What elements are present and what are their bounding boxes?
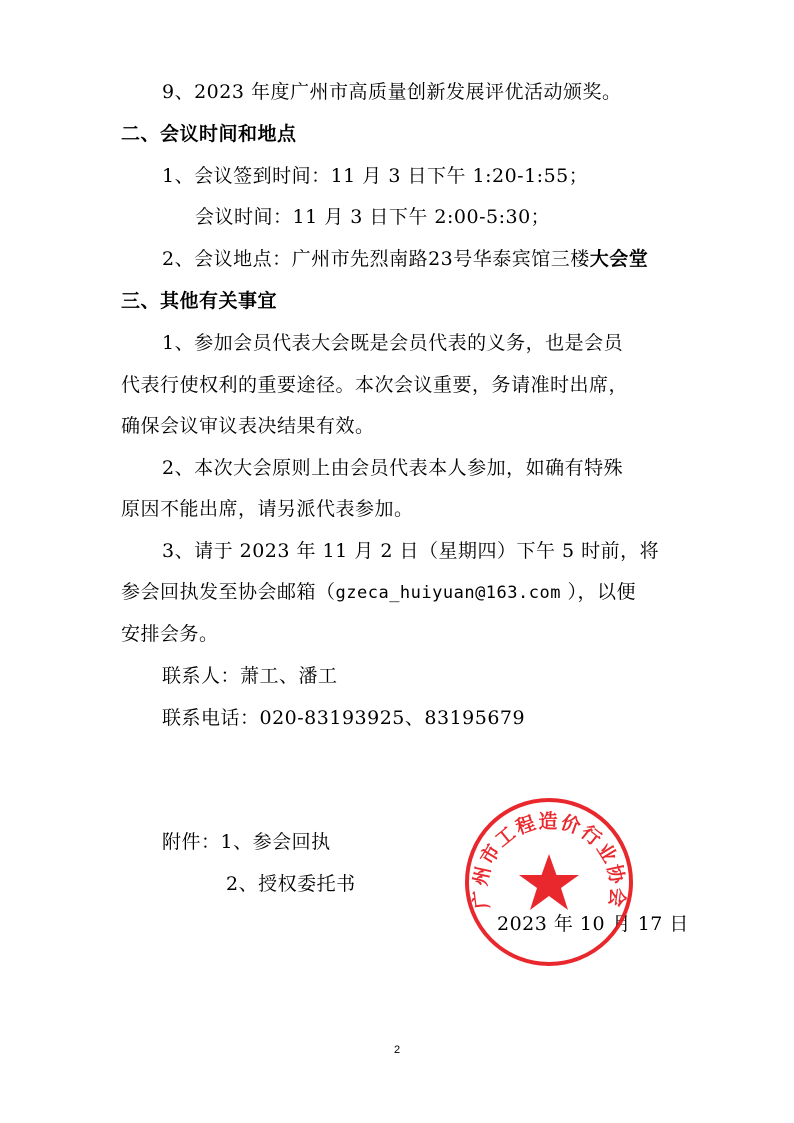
paragraph3-line2: [121, 580, 636, 605]
location-prefix: 2、会议地点：广州市先烈南路23号华泰宾馆三楼: [162, 248, 590, 270]
contact-people: 联系人：萧工、潘工: [162, 665, 338, 687]
official-seal-icon: [463, 796, 635, 968]
paragraph2-line1: 2、本次大会原则上由会员代表本人参加，如确有特殊: [162, 457, 624, 479]
email-prefix: 参会回执发至协会邮箱（: [121, 581, 336, 603]
section3-heading: 三、其他有关事宜: [121, 290, 278, 312]
meeting-location: [162, 247, 648, 271]
paragraph3-line3: 安排会务。: [121, 623, 219, 645]
attachment-item-2: 2、授权委托书: [226, 873, 356, 895]
email-suffix: ），以便: [560, 581, 636, 603]
location-hall: 大会堂: [589, 248, 649, 270]
award-item: 9、2023 年度广州市高质量创新发展评优活动颁奖。: [162, 81, 622, 103]
section2-heading: 二、会议时间和地点: [121, 123, 297, 145]
paragraph1-line2: 代表行使权利的重要途径。本次会议重要，务请准时出席，: [121, 374, 629, 396]
email-address: gzeca_huiyuan@163.com: [335, 583, 561, 603]
paragraph1-line1: 1、参加会员代表大会既是会员代表的义务，也是会员: [162, 332, 624, 354]
seal-star-icon: [519, 854, 579, 910]
document-date: 2023 年 10 月 17 日: [497, 913, 689, 935]
paragraph3-line1: 3、请于 2023 年 11 月 2 日（星期四）下午 5 时前，将: [162, 540, 660, 562]
meeting-time: 会议时间：11 月 3 日下午 2:00-5:30；: [195, 206, 551, 228]
checkin-time: 1、会议签到时间：11 月 3 日下午 1:20-1:55；: [162, 165, 589, 187]
paragraph1-line3: 确保会议审议表决结果有效。: [121, 415, 375, 437]
paragraph2-line2: 原因不能出席，请另派代表参加。: [121, 498, 414, 520]
page-number: 2: [393, 1044, 401, 1056]
attachment-item-1: 附件：1、参会回执: [162, 831, 331, 853]
seal-text: 广州市工程造价行业协会: [469, 810, 629, 911]
contact-phone: 联系电话：020-83193925、83195679: [162, 707, 526, 729]
